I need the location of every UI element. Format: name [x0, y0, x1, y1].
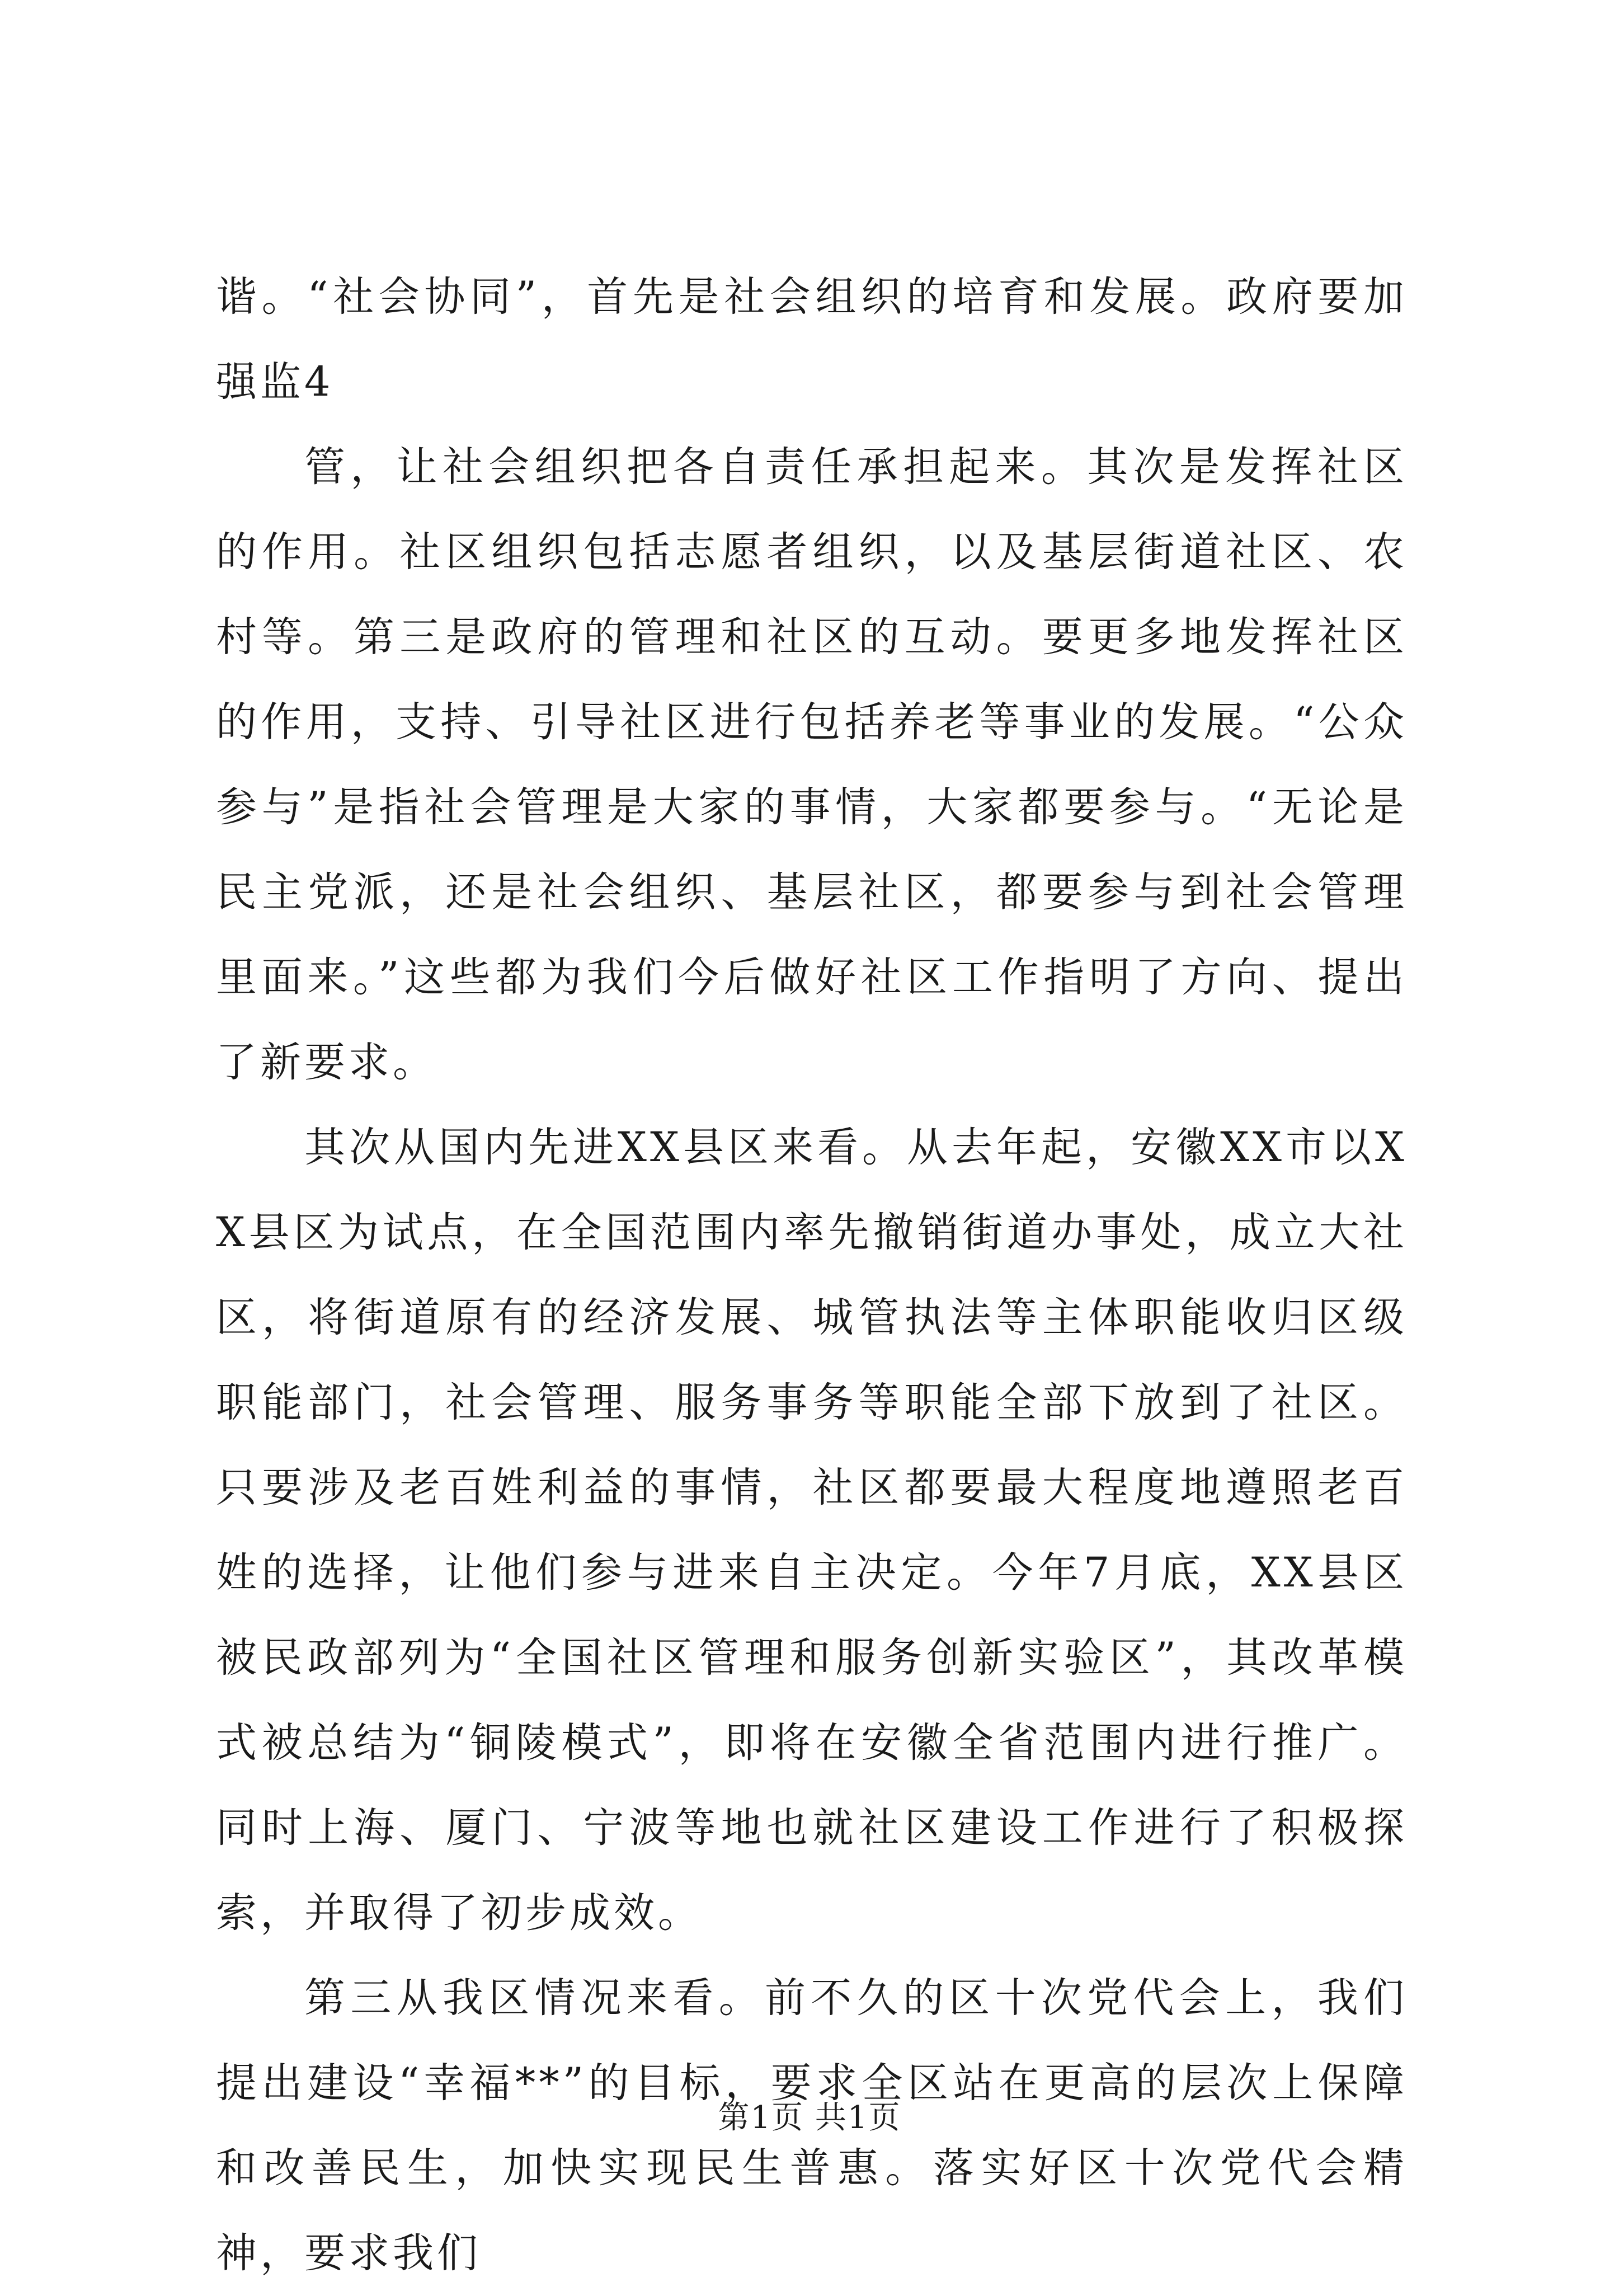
paragraph-2: 管，让社会组织把各自责任承担起来。其次是发挥社区的作用。社区组织包括志愿者组织，以及基层街道社区、农村等。第三是政府的管理和社区的互动。要更多地发挥社区的作用，支持、引导社区进行包括养老等事业的发展。“公众参与”是指社会管理是大家的事情，大家都要参与。“无论是民主党派，还是社会组织、基层社区，都要参与到社会管理里面来。”这些都为我们今后做好社区工作指明了方向、提出了新要求。 [216, 443, 1408, 1086]
paragraph-1: 谐。“社会协同”，首先是社会组织的培育和发展。政府要加强监4 [216, 273, 1408, 406]
paragraph-3: 其次从国内先进XX县区来看。从去年起，安徽XX市以XX县区为试点，在全国范围内率先撤销街道办事处，成立大社区，将街道原有的经济发展、城管执法等主体职能收归区级职能部门，社会管理、服务事务等职能全部下放到了社区。只要涉及老百姓利益的事情，社区都要最大程度地遵照老百姓的选择，让他们参与进来自主决定。今年7月底，XX县区被民政部列为“全国社区管理和服务创新实验区”，其改革模式被总结为“铜陵模式”，即将在安徽全省范围内进行推广。同时上海、厦门、宁波等地也就社区建设工作进行了积极探索，并取得了初步成效。 [216, 1124, 1408, 1937]
paragraph-4: 第三从我区情况来看。前不久的区十次党代会上，我们提出建设“幸福**”的目标，要求全区站在更高的层次上保障和改善民生，加快实现民生普惠。落实好区十次党代会精神，要求我们 [216, 1974, 1408, 2277]
document-body [216, 255, 1408, 2296]
page-number-footer: 第1页 共1页 [718, 2100, 901, 2136]
